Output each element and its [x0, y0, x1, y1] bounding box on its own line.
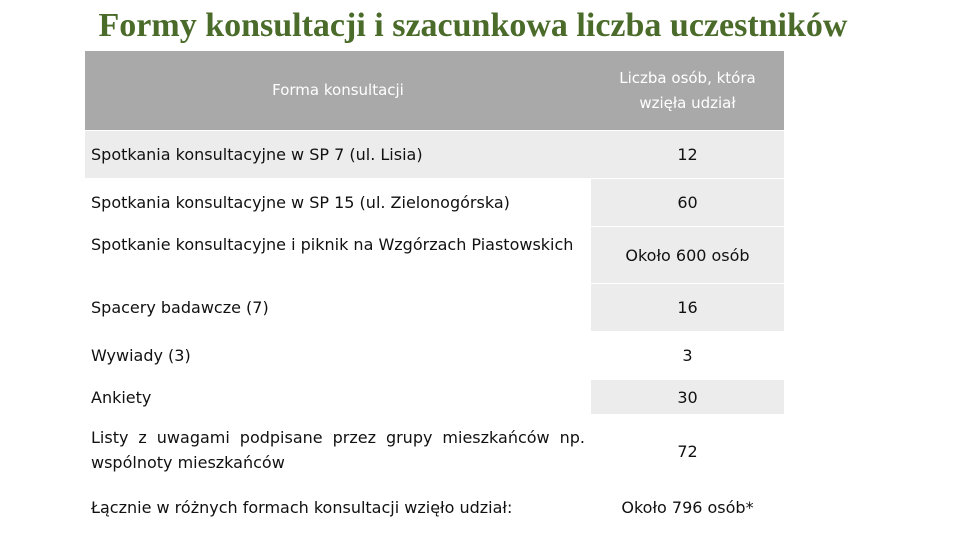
table-row — [85, 227, 784, 284]
table-row — [85, 131, 784, 179]
consultations-table — [85, 51, 784, 526]
row-form: Spacery badawcze (7) — [85, 284, 591, 332]
page-title: Formy konsultacji i szacunkowa liczba uczestników — [98, 7, 848, 44]
table-header-row — [85, 51, 784, 131]
header-form: Forma konsultacji — [85, 51, 591, 131]
row-form: Listy z uwagami podpisane przez grupy mieszkańców np. wspólnoty mieszkańców — [85, 415, 591, 489]
row-form: Wywiady (3) — [85, 332, 591, 380]
row-form: Łącznie w różnych formach konsultacji wzięło udział: — [85, 489, 591, 526]
table-row — [85, 332, 784, 380]
row-form: Spotkania konsultacyjne w SP 15 (ul. Zielonogórska) — [85, 179, 591, 227]
row-count: Około 600 osób — [591, 227, 784, 284]
header-count: Liczba osób, która wzięła udział — [591, 51, 784, 131]
table-row — [85, 179, 784, 227]
table-row — [85, 415, 784, 489]
row-count: 12 — [591, 131, 784, 179]
row-count: Około 796 osób* — [591, 489, 784, 526]
row-count: 3 — [591, 332, 784, 380]
table-row — [85, 284, 784, 332]
table-row — [85, 380, 784, 415]
row-count: 72 — [591, 415, 784, 489]
row-form: Ankiety — [85, 380, 591, 415]
row-form: Spotkanie konsultacyjne i piknik na Wzgórzach Piastowskich — [85, 227, 591, 284]
row-count: 60 — [591, 179, 784, 227]
row-count: 30 — [591, 380, 784, 415]
row-form: Spotkania konsultacyjne w SP 7 (ul. Lisia) — [85, 131, 591, 179]
table-row-total — [85, 489, 784, 526]
row-count: 16 — [591, 284, 784, 332]
